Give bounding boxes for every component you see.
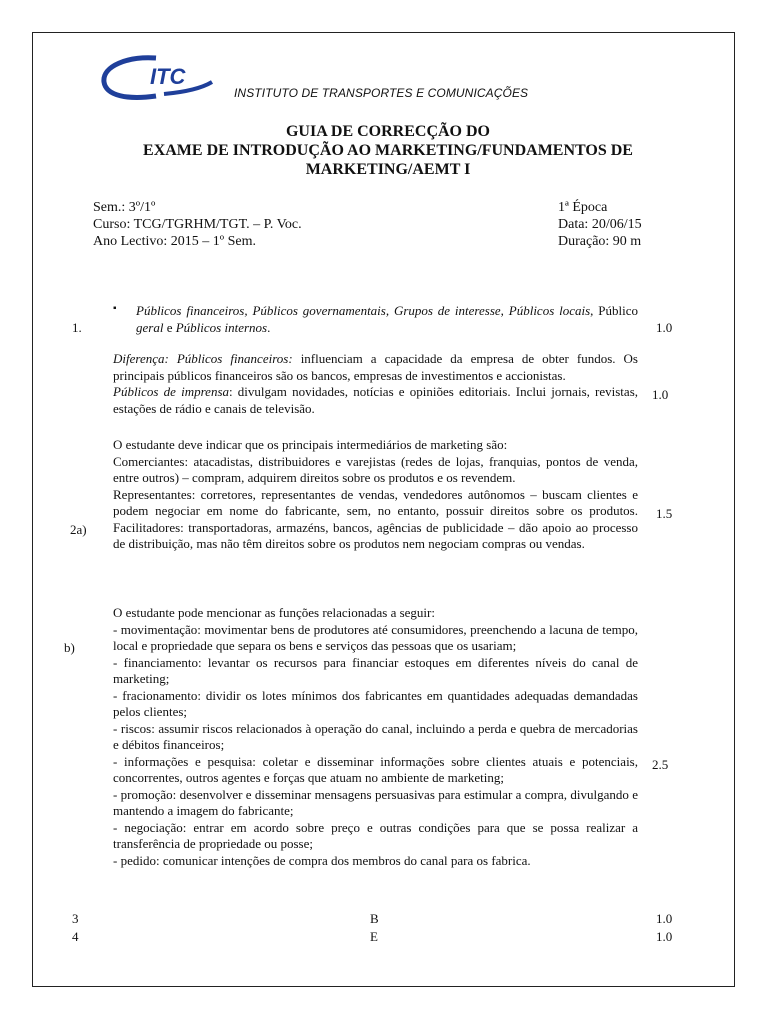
q2b-answer (113, 605, 638, 869)
q4-score: 1.0 (656, 929, 673, 944)
q2a-answer (113, 437, 638, 553)
q1-text-b: , Público (590, 303, 638, 318)
q2a-number: 2a) (70, 522, 87, 537)
q4-answer: E (370, 929, 378, 944)
institution-name: INSTITUTO DE TRANSPORTES E COMUNICAÇÕES (234, 86, 529, 100)
q1-answer (136, 303, 638, 336)
q2a-score: 1.5 (656, 506, 673, 521)
title-line-3: MARKETING/AEMT I (305, 161, 471, 178)
q2b-item-4: - riscos: assumir riscos relacionados à operação do canal, incluindo a perda e quebra de mercadorias e débitos financeiros; (113, 720, 638, 752)
logo-text: ITC (150, 64, 186, 89)
exam-duration: Duração: 90 m (558, 234, 642, 249)
itc-logo (98, 52, 214, 104)
q2b-item-5: - informações e pesquisa: coletar e disseminar informações sobre clientes atuais e potenciais, concorrentes, outros agentes e forças que atuam no ambiente de marketing; (113, 753, 638, 785)
q1-text-c: geral (136, 319, 164, 335)
exam-date: Data: 20/06/15 (558, 217, 642, 232)
q3-number: 3 (72, 911, 79, 926)
q2b-item-0: O estudante pode mencionar as funções relacionadas a seguir: (113, 605, 435, 620)
q2b-item-1: - movimentação: movimentar bens de produtores até consumidores, preenchendo a lacuna de tempo, local e propriedade que separa os bens e serviços das pessoas que os usariam; (113, 621, 638, 653)
exam-info-left (93, 199, 302, 250)
q3-answer: B (370, 911, 379, 926)
q1-diff-second: Públicos de imprensa (113, 384, 230, 399)
exam-season: 1ª Época (558, 200, 608, 215)
q1-diff-p2 (113, 384, 638, 417)
q4-number: 4 (72, 929, 79, 944)
q1-score: 1.0 (656, 320, 673, 335)
q2b-item-8: - pedido: comunicar intenções de compra dos membros do canal para os fabrica. (113, 852, 531, 868)
q2b-item-6: - promoção: desenvolver e disseminar mensagens persuasivas para estimular a compra, divulgando e mantendo a imagem do fabricante; (113, 786, 638, 818)
q3-score: 1.0 (656, 911, 673, 926)
q2b-item-3: - fracionamento: dividir os lotes mínimos dos fabricantes em quantidades adequadas demandadas pelos clientes; (113, 687, 638, 719)
q1b-score: 1.0 (652, 387, 669, 402)
title-line-1: GUIA DE CORRECÇÃO DO (285, 123, 490, 140)
q2b-number: b) (64, 640, 75, 655)
q1-diff-lead: Diferença: Públicos financeiros: (113, 351, 293, 366)
q2a-p3: Representantes: corretores, representantes de vendas, vendedores autônomos – buscam clientes e podem negociar em nome do fabricante, sem, no entanto, possuir direitos sobre os produtos. Facilitadores: transportadoras, armazéns, bancos, agências de publicidade – dão apoio ao processo de distribuição, mas não têm direitos sobre os produtos nem negociam compras ou vendas. (113, 486, 638, 551)
q1-text-f: . (267, 319, 271, 335)
q2b-item-2: - financiamento: levantar os recursos para financiar estoques em diferentes níveis do canal de marketing; (113, 654, 638, 686)
q2a-p1: O estudante deve indicar que os principais intermediários de marketing são: (113, 437, 508, 452)
semester: Sem.: 3º/1º (93, 200, 156, 215)
q1-text-a: Públicos financeiros, Públicos governamentais, Grupos de interesse, Públicos locais (136, 303, 591, 318)
q1-diff-rest: influenciam a capacidade da empresa de obter fundos. Os principais públicos financeiros são os bancos, empresas de investimentos e accionistas. (113, 351, 638, 383)
q1-difference (113, 351, 638, 417)
document-title (92, 122, 684, 179)
title-line-2: EXAME DE INTRODUÇÃO AO MARKETING/FUNDAMENTOS DE (143, 142, 633, 159)
q1-number: 1. (72, 320, 82, 335)
q2a-p2: Comerciantes: atacadistas, distribuidores e varejistas (redes de lojas, franquias, pontos de venda, entre outros) – compram, adquirem direitos sobre os produtos e os revendem. (113, 453, 638, 485)
q2b-item-7: - negociação: entrar em acordo sobre preço e outras condições para que se possa realizar a transferência de propriedade ou posse; (113, 819, 638, 851)
course: Curso: TCG/TGRHM/TGT. – P. Voc. (93, 217, 302, 232)
q1-diff-second-rest: : divulgam novidades, notícias e opiniões editoriais. Inclui jornais, revistas, estações de rádio e canais de televisão. (113, 384, 639, 416)
exam-info-right (558, 199, 642, 250)
q1-text-e: Públicos internos (175, 319, 268, 335)
q1-text-d: e (163, 319, 176, 335)
bullet-icon: ▪ (113, 303, 117, 314)
academic-year: Ano Lectivo: 2015 – 1º Sem. (93, 234, 256, 249)
q1-diff-p1 (113, 351, 638, 384)
q2b-score: 2.5 (652, 757, 669, 772)
